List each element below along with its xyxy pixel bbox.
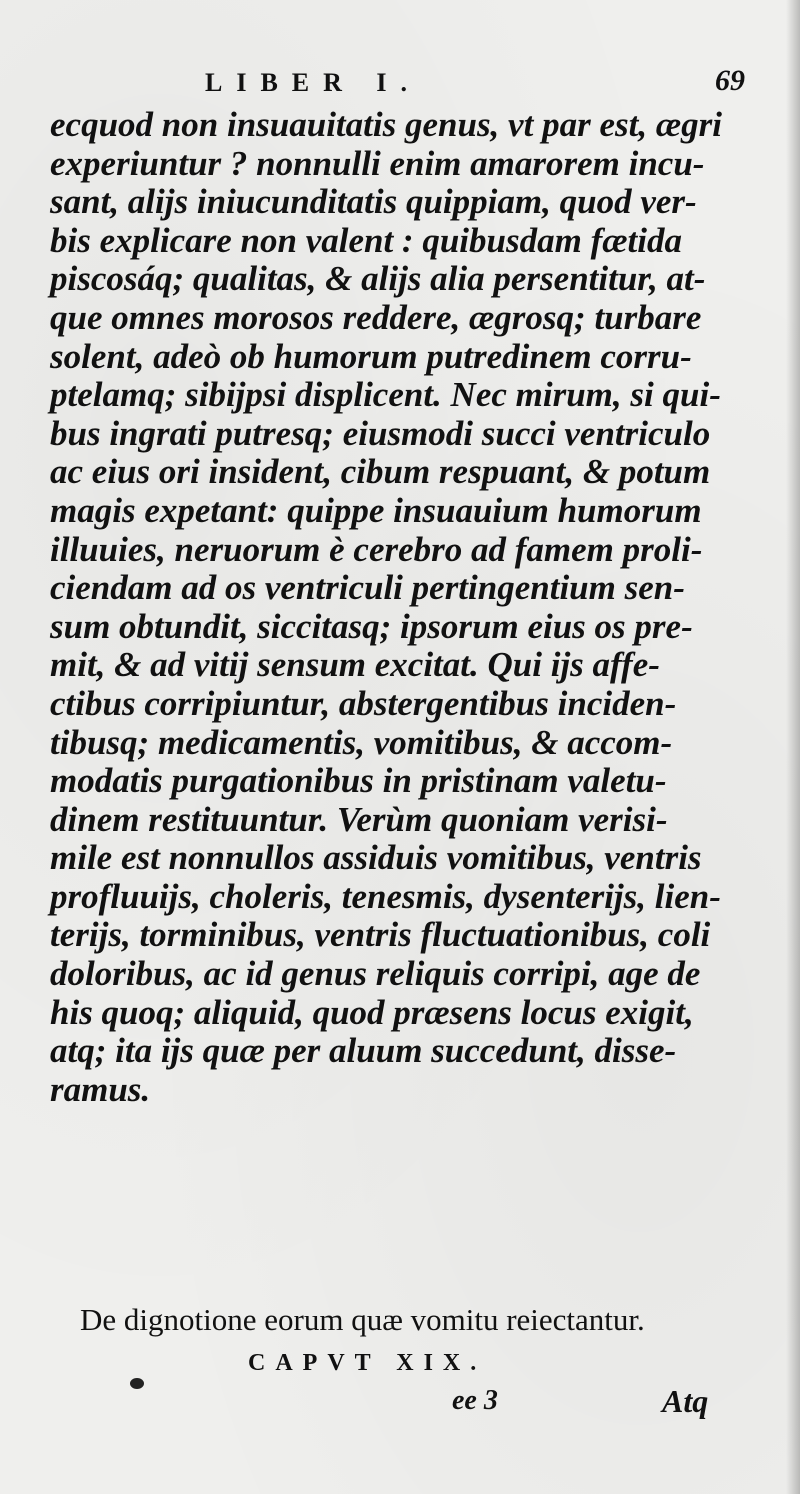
text-line: mile est nonnullos assiduis vomitibus, ventris [50, 838, 702, 878]
text-line: piscosáq; qualitas, & alijs alia persentitur, at- [50, 259, 706, 299]
text-line: mit, & ad vitij sensum excitat. Qui ijs affe- [50, 645, 660, 685]
text-line: illuuies, neruorum è cerebro ad famem proli- [50, 529, 703, 569]
text-line: ecquod non insuauitatis genus, vt par est, ægri [50, 105, 722, 144]
text-line: profluuijs, choleris, tenesmis, dysenterijs, lien- [50, 876, 721, 916]
text-line: experiuntur ? nonnulli enim amarorem incu- [50, 143, 705, 183]
text-line: modatis purgationibus in pristinam valetu- [50, 761, 667, 801]
text-line: atq; ita ijs quæ per aluum succedunt, disse- [50, 1031, 677, 1071]
running-head: LIBER I. [205, 68, 422, 97]
ink-blot [130, 1378, 144, 1389]
text-line: solent, adeò ob humorum putredinem corru- [50, 336, 692, 376]
chapter-heading: De dignotione eorum quæ vomitu reiectantur. [80, 1302, 645, 1337]
page-number: 69 [715, 64, 745, 97]
text-line: bis explicare non valent : quibusdam fætida [50, 220, 682, 260]
page-edge-shadow [786, 0, 800, 1494]
text-line: ptelamq; sibijpsi displicent. Nec mirum, si qui- [50, 375, 721, 415]
text-line: his quoq; aliquid, quod præsens locus exigit, [50, 992, 694, 1032]
text-line: ramus. [50, 1069, 151, 1109]
text-line: ciendam ad os ventriculi pertingentium sen- [50, 568, 685, 608]
text-line: tibusq; medicamentis, vomitibus, & accom- [50, 722, 673, 762]
text-line: terijs, torminibus, ventris fluctuationibus, coli [50, 915, 711, 955]
text-line: ctibus corripiuntur, abstergentibus inciden- [50, 683, 677, 723]
catchword: Atq [662, 1383, 709, 1419]
text-line: doloribus, ac id genus reliquis corripi, age de [50, 954, 701, 994]
text-line: dinem restituuntur. Verùm quoniam verisi- [50, 799, 668, 839]
chapter-number: CAPVT XIX. [248, 1350, 487, 1376]
text-line: que omnes morosos reddere, ægrosq; turbare [50, 297, 702, 337]
text-line: bus ingrati putresq; eiusmodi succi ventriculo [50, 413, 711, 453]
page-header [205, 62, 745, 106]
body-text [50, 106, 740, 1109]
signature-mark: ee 3 [452, 1385, 498, 1416]
text-line: sum obtundit, siccitasq; ipsorum eius os pre- [50, 606, 693, 646]
text-line: ac eius ori insident, cibum respuant, & potum [50, 452, 711, 492]
text-line: sant, alijs iniucunditatis quippiam, quod ver- [50, 182, 697, 222]
text-line: magis expetant: quippe insuauium humorum [50, 490, 702, 530]
